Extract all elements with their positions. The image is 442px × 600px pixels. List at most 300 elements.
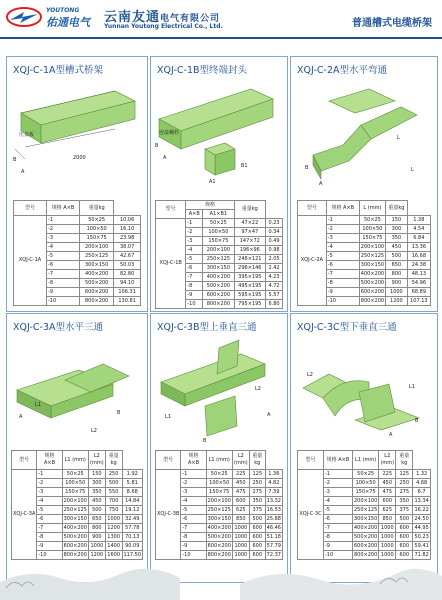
table-cell: 50×25 bbox=[206, 470, 232, 479]
table-cell: 500 bbox=[386, 252, 408, 261]
table-cell: 600 bbox=[249, 533, 265, 542]
table-cell: 800×200 bbox=[354, 551, 378, 558]
table-cell: 1400 bbox=[107, 542, 121, 549]
table-cell: -8 bbox=[47, 279, 80, 288]
table-cell: 300×150 bbox=[203, 264, 234, 273]
table-cell: 1000 bbox=[107, 515, 121, 522]
table-cell: 200×100 bbox=[63, 497, 87, 504]
table-cell: 13.34 bbox=[414, 497, 429, 504]
table-cell: 68.89 bbox=[407, 288, 430, 297]
table-cell: -7 bbox=[37, 524, 62, 533]
table-cell: 48.13 bbox=[407, 270, 430, 279]
table-cell: 1000 bbox=[232, 533, 249, 542]
table-cell: 800×200 bbox=[207, 551, 231, 558]
table-cell: 600 bbox=[249, 551, 265, 560]
table-cell: 50×25 bbox=[359, 216, 385, 225]
company-name-en: Yunnan Youtong Electrical Co., Ltd. bbox=[104, 23, 223, 30]
table-cell: -3 bbox=[181, 488, 206, 497]
col-model: 型号 bbox=[12, 451, 37, 470]
company-logo-icon bbox=[6, 6, 46, 28]
model-cell: XQJ-C-3A bbox=[12, 470, 37, 560]
table-cell: 500 bbox=[249, 515, 265, 524]
straight-tray-illustration bbox=[15, 83, 141, 165]
table-cell: -7 bbox=[47, 270, 80, 279]
table-cell: 500×200 bbox=[354, 533, 378, 540]
table-cell: 500×200 bbox=[203, 282, 234, 291]
table-cell: 800×200 bbox=[63, 551, 87, 558]
col-spec: 规格 A×B bbox=[324, 451, 353, 470]
dim-a-label: A bbox=[163, 155, 167, 161]
table-cell: 600×200 bbox=[80, 288, 114, 297]
table-cell: 600 bbox=[396, 533, 413, 542]
table-cell: 700 bbox=[105, 497, 122, 506]
col-weight: 重量kg bbox=[80, 201, 114, 216]
col-a1b1: A1×B1 bbox=[203, 210, 234, 219]
table-cell: 600 bbox=[249, 524, 265, 533]
table-cell: -7 bbox=[324, 524, 353, 533]
table-row bbox=[298, 216, 431, 225]
table-cell: 1000 bbox=[232, 542, 249, 551]
table-cell: 550 bbox=[105, 488, 122, 497]
table-cell: 150×75 bbox=[206, 488, 232, 497]
table-cell: -10 bbox=[186, 300, 203, 309]
table-cell: 450 bbox=[379, 479, 396, 488]
table-cell: 1600 bbox=[107, 551, 121, 558]
spec-table bbox=[297, 200, 431, 306]
table-cell: -8 bbox=[186, 282, 203, 291]
table-cell: -9 bbox=[37, 542, 62, 551]
table-cell: 650 bbox=[88, 515, 105, 524]
table-cell: -4 bbox=[186, 246, 203, 255]
table-cell: 500×200 bbox=[63, 533, 87, 540]
table-cell: 400×200 bbox=[360, 270, 385, 277]
table-cell: 4.23 bbox=[266, 273, 283, 282]
product-panel-1b bbox=[150, 56, 288, 312]
table-cell: 300 bbox=[88, 479, 105, 488]
panel-title: XQJ-C-1B型终端封头 bbox=[157, 65, 247, 76]
table-cell: 400×200 bbox=[354, 524, 378, 531]
dim-l1-label: L1 bbox=[35, 402, 41, 408]
table-cell: -5 bbox=[326, 252, 359, 261]
table-cell: 1.38 bbox=[407, 216, 430, 225]
col-l1: L1 (mm) bbox=[353, 451, 379, 470]
table-cell: 46.46 bbox=[266, 524, 281, 531]
table-cell: 16.53 bbox=[266, 506, 281, 513]
panel-title: XQJ-C-3A型水平三通 bbox=[13, 322, 103, 333]
table-cell: 595×195 bbox=[234, 291, 265, 300]
table-cell: -2 bbox=[37, 479, 62, 488]
page-title: 普通槽式电缆桥架 bbox=[352, 18, 432, 29]
table-cell: 800×200 bbox=[360, 297, 385, 304]
table-cell: 107.13 bbox=[407, 297, 430, 306]
product-panel-1a bbox=[6, 56, 148, 312]
table-cell: -2 bbox=[326, 225, 359, 234]
table-cell: 6.7 bbox=[413, 488, 431, 497]
table-cell: -10 bbox=[324, 551, 353, 560]
table-cell: 400×200 bbox=[63, 524, 87, 531]
model-cell: XQJ-C-1B bbox=[156, 219, 186, 309]
spec-table bbox=[155, 450, 283, 560]
table-cell: 16.10 bbox=[114, 225, 141, 234]
footer-landscape-decoration bbox=[0, 548, 442, 600]
product-panel-3a bbox=[6, 313, 148, 583]
table-cell: 246×121 bbox=[234, 255, 265, 264]
dim-b-label: B bbox=[155, 143, 159, 149]
dim-a-label: A bbox=[319, 181, 323, 187]
table-cell: 600×200 bbox=[207, 542, 231, 549]
table-cell: 50×25 bbox=[203, 219, 234, 228]
table-cell: 600 bbox=[396, 524, 413, 533]
table-cell: 625 bbox=[232, 506, 249, 515]
spec-table bbox=[11, 450, 143, 560]
table-cell: 100×50 bbox=[80, 225, 114, 234]
table-cell: 150×75 bbox=[359, 234, 385, 243]
dim-l2-label: L bbox=[411, 167, 414, 173]
table-cell: 200×100 bbox=[207, 497, 231, 504]
table-cell: 106.31 bbox=[114, 288, 141, 297]
table-cell: 100×50 bbox=[62, 479, 88, 488]
table-cell: -3 bbox=[37, 488, 62, 497]
col-spec: 规格 A×B bbox=[326, 201, 359, 216]
table-cell: -5 bbox=[47, 252, 80, 261]
table-cell: 1.32 bbox=[413, 470, 431, 479]
table-cell: 850 bbox=[379, 515, 396, 524]
table-cell: 5.81 bbox=[122, 479, 143, 488]
table-cell: 1.92 bbox=[122, 470, 143, 479]
table-cell: -5 bbox=[181, 506, 206, 515]
table-cell: 500 bbox=[105, 479, 122, 488]
downward-tee-illustration bbox=[299, 336, 429, 444]
table-cell: 296×146 bbox=[234, 264, 265, 273]
table-cell: 38.07 bbox=[114, 243, 141, 252]
cover-label: 压盖板 bbox=[19, 132, 35, 138]
table-cell: 600×200 bbox=[354, 542, 378, 549]
table-cell: 90.09 bbox=[122, 542, 143, 551]
table-cell: 100×50 bbox=[203, 228, 234, 237]
page-header bbox=[0, 0, 442, 36]
table-cell: 0.23 bbox=[266, 219, 283, 228]
product-panel-2a bbox=[290, 56, 438, 312]
col-weight: 重量 kg bbox=[396, 451, 413, 470]
table-cell: 4.72 bbox=[266, 282, 283, 291]
col-model: 型号 bbox=[156, 451, 181, 470]
table-cell: 600×200 bbox=[63, 542, 87, 549]
table-cell: 275 bbox=[249, 488, 265, 497]
table-cell: -2 bbox=[47, 225, 80, 234]
table-cell: 1200 bbox=[386, 297, 408, 306]
table-cell: -9 bbox=[326, 288, 359, 297]
col-l2: L2 (mm) bbox=[379, 451, 396, 470]
length-label: 2000 bbox=[73, 155, 86, 161]
table-cell: 1200 bbox=[107, 524, 121, 531]
table-cell: -4 bbox=[326, 243, 359, 252]
col-model: 型号 bbox=[14, 201, 47, 216]
table-cell: 225 bbox=[232, 470, 249, 479]
table-cell: 250×125 bbox=[63, 506, 87, 513]
panel-title: XQJ-C-3B型上垂直三通 bbox=[157, 322, 257, 333]
table-cell: 300×150 bbox=[207, 515, 231, 522]
table-cell: 500×200 bbox=[360, 279, 385, 286]
table-cell: 350 bbox=[386, 234, 408, 243]
dim-b-label: B bbox=[13, 157, 17, 163]
company-name-cn: 云南友通电气有限公司 bbox=[104, 10, 221, 25]
table-cell: 50×25 bbox=[62, 470, 88, 479]
table-cell: 800 bbox=[386, 270, 408, 279]
table-cell: 625 bbox=[379, 506, 396, 515]
table-cell: 57.78 bbox=[122, 524, 143, 533]
table-cell: 1000 bbox=[386, 288, 408, 297]
table-cell: -2 bbox=[181, 479, 206, 488]
table-cell: 250 bbox=[249, 479, 265, 488]
table-cell: 600×200 bbox=[203, 291, 234, 300]
table-cell: 4.68 bbox=[413, 479, 431, 488]
table-row bbox=[156, 219, 283, 228]
table-cell: 100×50 bbox=[353, 479, 379, 488]
table-cell: 900 bbox=[88, 533, 105, 542]
table-cell: 71.82 bbox=[414, 551, 429, 558]
table-cell: 14.84 bbox=[122, 497, 143, 506]
table-cell: 350 bbox=[396, 497, 413, 506]
table-cell: 500 bbox=[88, 506, 105, 515]
table-cell: -4 bbox=[37, 497, 62, 506]
panel-title: XQJ-C-3C型下垂直三通 bbox=[297, 322, 397, 333]
col-axb: A×B bbox=[186, 210, 203, 219]
table-cell: 150×75 bbox=[62, 488, 88, 497]
table-cell: 250×125 bbox=[360, 252, 385, 259]
dim-b1-label: B1 bbox=[241, 163, 248, 169]
dim-a-label: A bbox=[267, 412, 271, 418]
bolt-label: 连接螺栓 bbox=[159, 130, 180, 136]
table-cell: 200×100 bbox=[80, 243, 114, 252]
table-cell: 125 bbox=[249, 470, 265, 479]
table-cell: 117.50 bbox=[123, 551, 141, 558]
table-cell: 10.06 bbox=[114, 216, 141, 225]
table-cell: -8 bbox=[324, 533, 353, 542]
table-cell: 5.57 bbox=[266, 291, 283, 300]
table-cell: 495×195 bbox=[234, 282, 265, 291]
dim-b-label: B bbox=[117, 410, 121, 416]
dim-b-label: B bbox=[305, 165, 309, 171]
table-cell: 1.36 bbox=[265, 470, 282, 479]
table-cell: 900 bbox=[386, 279, 408, 288]
table-cell: 800 bbox=[88, 524, 105, 533]
table-cell: -9 bbox=[47, 288, 80, 297]
col-spec: 规格 A×B bbox=[47, 201, 80, 216]
table-cell: 1000 bbox=[232, 524, 249, 533]
dim-l2-label: L2 bbox=[255, 386, 261, 392]
table-cell: -2 bbox=[324, 479, 353, 488]
dim-b-label: B bbox=[415, 418, 419, 424]
table-cell: 300×150 bbox=[80, 261, 114, 270]
col-l1: L1 (mm) bbox=[62, 451, 88, 470]
table-cell: 50×25 bbox=[80, 216, 114, 225]
table-cell: 150 bbox=[88, 470, 105, 479]
table-cell: -9 bbox=[324, 542, 353, 551]
model-cell: XQJ-C-1A bbox=[14, 216, 47, 306]
col-l: L (mm) bbox=[359, 201, 385, 216]
table-cell: -6 bbox=[326, 261, 359, 270]
table-cell: 1200 bbox=[88, 551, 105, 560]
table-cell: -7 bbox=[186, 273, 203, 282]
table-cell: 16.22 bbox=[414, 506, 429, 513]
table-cell: 1000 bbox=[379, 542, 396, 551]
table-cell: -7 bbox=[181, 524, 206, 533]
dim-a-label: A bbox=[389, 432, 393, 438]
table-cell: -6 bbox=[47, 261, 80, 270]
panel-title: XQJ-C-2A型水平弯通 bbox=[297, 65, 387, 76]
table-cell: 400×200 bbox=[207, 524, 231, 531]
spec-table bbox=[155, 200, 283, 309]
table-cell: 100×50 bbox=[206, 479, 232, 488]
table-cell: 400×200 bbox=[203, 273, 234, 282]
dim-l1-label: L1 bbox=[409, 384, 415, 390]
table-cell: -3 bbox=[186, 237, 203, 246]
table-row bbox=[12, 470, 143, 479]
table-cell: 600 bbox=[249, 542, 265, 551]
dim-l1-label: L1 bbox=[165, 414, 171, 420]
table-cell: -10 bbox=[181, 551, 206, 560]
table-cell: 450 bbox=[232, 479, 249, 488]
col-weight: 重量 kg bbox=[249, 451, 265, 470]
dim-a-label: A bbox=[19, 414, 23, 420]
table-row bbox=[298, 470, 431, 479]
table-cell: 54.96 bbox=[407, 279, 430, 288]
table-row bbox=[156, 470, 283, 479]
table-cell: 475 bbox=[379, 488, 396, 497]
table-cell: 200×100 bbox=[360, 243, 385, 250]
col-l2: L2 (mm) bbox=[232, 451, 249, 470]
table-cell: 19.12 bbox=[122, 506, 143, 515]
table-cell: 72.37 bbox=[266, 551, 281, 558]
table-cell: 70.13 bbox=[122, 533, 143, 542]
table-cell: 130.81 bbox=[114, 297, 141, 306]
table-cell: -8 bbox=[181, 533, 206, 542]
col-l2: L2 (mm) bbox=[88, 451, 105, 470]
table-cell: 44.95 bbox=[414, 524, 429, 531]
horizontal-tee-illustration bbox=[11, 336, 143, 444]
table-cell: -3 bbox=[326, 234, 359, 243]
table-cell: 13.36 bbox=[407, 243, 430, 252]
table-cell: 600 bbox=[379, 497, 396, 506]
table-cell: -1 bbox=[186, 219, 203, 228]
table-cell: 795×195 bbox=[234, 300, 265, 309]
table-cell: 375 bbox=[249, 506, 265, 515]
col-weight: 重量kg bbox=[386, 201, 408, 216]
table-cell: 150 bbox=[386, 216, 408, 225]
table-cell: 4.54 bbox=[407, 225, 430, 234]
table-cell: 2.05 bbox=[266, 255, 283, 264]
table-cell: 147×72 bbox=[234, 237, 265, 246]
table-cell: 600×200 bbox=[360, 288, 385, 295]
horizontal-bend-illustration bbox=[299, 79, 429, 189]
table-cell: -6 bbox=[181, 515, 206, 524]
table-cell: -4 bbox=[324, 497, 353, 506]
product-panel-3c bbox=[290, 313, 438, 583]
table-cell: 24.38 bbox=[407, 261, 430, 270]
table-cell: 250×125 bbox=[354, 506, 378, 513]
table-cell: 1000 bbox=[379, 551, 396, 560]
table-cell: 13.32 bbox=[266, 497, 281, 504]
table-cell: -1 bbox=[37, 470, 62, 479]
header-divider bbox=[0, 37, 442, 39]
table-cell: -8 bbox=[37, 533, 62, 542]
table-cell: 450 bbox=[386, 243, 408, 252]
table-cell: 800×200 bbox=[203, 300, 234, 309]
table-cell: 196×96 bbox=[234, 246, 265, 255]
table-cell: 150×75 bbox=[203, 237, 234, 246]
table-cell: 82.80 bbox=[114, 270, 141, 279]
table-cell: 300×150 bbox=[354, 515, 378, 522]
table-row bbox=[14, 216, 141, 225]
table-cell: 125 bbox=[396, 470, 413, 479]
table-cell: 1000 bbox=[379, 524, 396, 533]
table-cell: 1300 bbox=[107, 533, 121, 540]
table-cell: 250×125 bbox=[80, 252, 114, 261]
table-cell: 7.39 bbox=[265, 488, 282, 497]
table-cell: 6.84 bbox=[407, 234, 430, 243]
table-cell: 8.68 bbox=[122, 488, 143, 497]
table-cell: 150×75 bbox=[80, 234, 114, 243]
table-cell: -5 bbox=[324, 506, 353, 515]
table-cell: 500×200 bbox=[80, 279, 114, 288]
model-cell: XQJ-C-3B bbox=[156, 470, 181, 560]
table-cell: 25.88 bbox=[266, 515, 281, 522]
table-cell: 300×150 bbox=[360, 261, 385, 268]
table-cell: 150×75 bbox=[353, 488, 379, 497]
table-cell: -9 bbox=[181, 542, 206, 551]
table-cell: 300 bbox=[386, 225, 408, 234]
table-cell: -2 bbox=[186, 228, 203, 237]
table-cell: 50.23 bbox=[414, 533, 429, 540]
product-panel-3b bbox=[150, 313, 288, 583]
table-cell: 250 bbox=[105, 470, 122, 479]
table-cell: -6 bbox=[324, 515, 353, 524]
table-cell: 0.34 bbox=[266, 228, 283, 237]
upward-tee-illustration bbox=[155, 336, 283, 444]
table-cell: 350 bbox=[88, 488, 105, 497]
col-spec: 规格 A×B bbox=[181, 451, 206, 470]
table-cell: 23.98 bbox=[114, 234, 141, 243]
table-cell: 1000 bbox=[232, 551, 249, 560]
table-cell: -9 bbox=[186, 291, 203, 300]
table-cell: -3 bbox=[324, 488, 353, 497]
table-cell: 400×200 bbox=[80, 270, 114, 279]
table-cell: 47×22 bbox=[234, 219, 265, 228]
table-cell: -6 bbox=[186, 264, 203, 273]
spec-table bbox=[297, 450, 431, 560]
logo-en-text: YOUTONG bbox=[46, 7, 80, 14]
table-cell: 375 bbox=[396, 506, 413, 515]
table-cell: 97×47 bbox=[234, 228, 265, 237]
col-spec: 规格 A×B bbox=[37, 451, 62, 470]
table-cell: 650 bbox=[386, 261, 408, 270]
table-cell: -1 bbox=[324, 470, 353, 479]
table-cell: 200×100 bbox=[354, 497, 378, 504]
table-cell: 475 bbox=[232, 488, 249, 497]
col-weight: 重量kg bbox=[234, 201, 265, 219]
table-cell: 300×150 bbox=[63, 515, 87, 522]
table-cell: -10 bbox=[326, 297, 359, 306]
table-cell: 32.49 bbox=[122, 515, 143, 524]
table-cell: 0.98 bbox=[266, 246, 283, 255]
table-cell: 750 bbox=[105, 506, 122, 515]
table-cell: 4.82 bbox=[265, 479, 282, 488]
table-cell: -6 bbox=[37, 515, 62, 524]
table-cell: -8 bbox=[326, 279, 359, 288]
dim-l2-label: L2 bbox=[91, 428, 97, 434]
model-cell: XQJ-C-2A bbox=[298, 216, 327, 306]
table-cell: 800×200 bbox=[80, 297, 114, 306]
